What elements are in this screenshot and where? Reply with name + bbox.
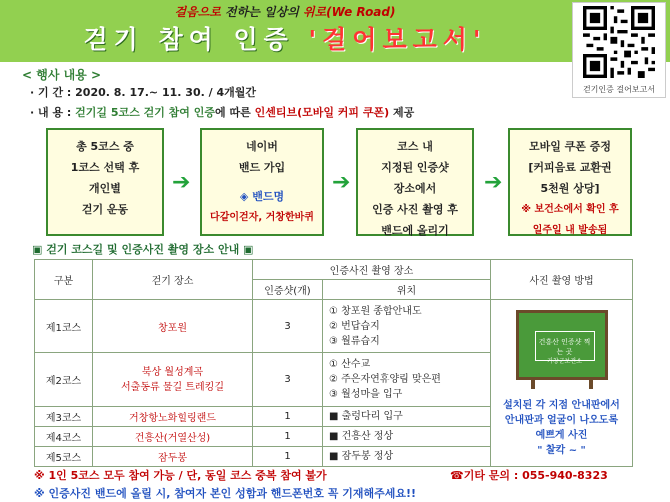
shot-count: 3 [253, 353, 323, 407]
signboard-illustration [516, 310, 608, 380]
step-2-box [200, 128, 324, 236]
shot-count: 1 [253, 407, 323, 427]
coupon-note: ※ 보건소에서 확인 후 [521, 204, 619, 215]
course-place: 건흥산(거열산성) [93, 427, 253, 447]
page-title: 걷기 참여 인증 '걸어보고서' [83, 25, 487, 54]
shot-count: 3 [253, 300, 323, 353]
step-3-line: 인증 사진 촬영 후 [372, 203, 458, 216]
header-banner [0, 0, 670, 62]
participation-note: ※ 1인 5코스 모두 참여 가능 / 단, 동일 코스 중복 참여 불가 [34, 469, 327, 482]
qr-caption: 걷기인증 걸어보고서 [582, 85, 656, 94]
step-3-line: 장소에서 [393, 182, 437, 195]
col-header-count: 인증샷(개) [253, 280, 323, 300]
location-item: ③ 월성마을 입구 [329, 389, 403, 400]
qr-code[interactable] [572, 2, 666, 98]
course-name: 제4코스 [35, 427, 93, 447]
header-tagline: 걸음으로 전하는 일상의 위로(We Road) [174, 5, 396, 19]
col-header-div: 구분 [35, 260, 93, 300]
shot-locations [323, 300, 491, 353]
event-period: · 기 간 : 2020. 8. 17.~ 11. 30. / 4개월간 [30, 86, 256, 99]
course-section-title: ▣ 걷기 코스길 및 인증사진 촬영 장소 안내 ▣ [32, 243, 254, 256]
shot-count: 1 [253, 427, 323, 447]
location-item: ① 산수교 [329, 359, 371, 370]
signboard-panel: 건흥산 인증샷 찍는 곳 거창군보건소 [535, 331, 595, 361]
band-name-value: 다같이걷자, 거창한바퀴 [210, 212, 314, 223]
contact-phone[interactable]: ☎기타 문의 : 055-940-8323 [450, 469, 608, 482]
location-item: ■ 잠두봉 정상 [329, 451, 394, 462]
course-name: 제2코스 [35, 353, 93, 407]
photo-method-cell [491, 300, 633, 467]
arrow-right-icon: ➔ [332, 170, 351, 195]
step-1-line: 개인별 [89, 182, 121, 195]
course-name: 제5코스 [35, 447, 93, 467]
course-name: 제1코스 [35, 300, 93, 353]
col-header-cert: 인증사진 촬영 장소 [253, 260, 491, 280]
step-4-line: 모바일 쿠폰 증정 [528, 140, 612, 153]
arrow-right-icon: ➔ [172, 170, 191, 195]
step-4-box [508, 128, 632, 236]
signboard-post [531, 377, 535, 389]
coupon-note: 일주일 내 발송됨 [532, 225, 608, 236]
location-item: ② 번답습지 [329, 320, 380, 332]
location-item: ② 주은자연휴양림 맞은편 [329, 374, 441, 385]
event-content: · 내 용 : 걷기길 5코스 걷기 참여 인증에 따른 인센티브(모바일 커피 쿠폰) 제공 [30, 106, 415, 119]
shot-count: 1 [253, 447, 323, 467]
step-1-box [46, 128, 164, 236]
upload-note: ※ 인증사진 밴드에 올릴 시, 참여자 본인 성함과 핸드폰번호 꼭 기재해주세요!! [34, 487, 416, 500]
table-row [35, 300, 633, 353]
shot-locations [323, 353, 491, 407]
course-place: 잠두봉 [93, 447, 253, 467]
course-place: 창포원 [93, 300, 253, 353]
shot-locations [323, 447, 491, 467]
step-1-line: 총 5코스 중 [76, 140, 134, 153]
step-2-line: 밴드 가입 [238, 161, 286, 174]
step-2-line: 네이버 [246, 140, 278, 153]
step-3-line: 밴드에 올리기 [381, 224, 449, 237]
location-item: ■ 출렁다리 입구 [329, 411, 403, 422]
col-header-method: 사진 촬영 방법 [491, 260, 633, 300]
shot-locations [323, 407, 491, 427]
shot-locations [323, 427, 491, 447]
course-place: 북상 월성계곡 서출동류 물길 트레킹길 [93, 353, 253, 407]
step-3-line: 코스 내 [397, 140, 433, 153]
location-item: ③ 월류습지 [329, 335, 380, 347]
step-4-line: 5천원 상당] [540, 182, 600, 195]
step-4-line: [커피음료 교환권 [528, 161, 612, 174]
step-1-line: 1코스 선택 후 [70, 161, 140, 174]
step-3-box [356, 128, 474, 236]
photo-method-text: 설치된 각 지점 안내판에서 안내판과 얼굴이 나오도록 예쁘게 사진 " 찰칵 ~ " [503, 400, 620, 456]
course-place: 거창항노화힐링랜드 [93, 407, 253, 427]
step-1-line: 걷기 운동 [81, 203, 129, 216]
arrow-right-icon: ➔ [484, 170, 503, 195]
col-header-location: 위치 [323, 280, 491, 300]
band-name-label: ◈ 밴드명 [239, 190, 285, 203]
course-name: 제3코스 [35, 407, 93, 427]
location-item: ① 창포원 종합안내도 [329, 305, 422, 317]
event-section-title: < 행사 내용 > [22, 68, 102, 82]
signboard-post [589, 377, 593, 389]
col-header-place: 걷기 장소 [93, 260, 253, 300]
qr-code-icon [583, 6, 655, 78]
course-table [34, 259, 633, 467]
location-item: ■ 건흥산 정상 [329, 431, 394, 442]
step-3-line: 지정된 인증샷 [381, 161, 449, 174]
